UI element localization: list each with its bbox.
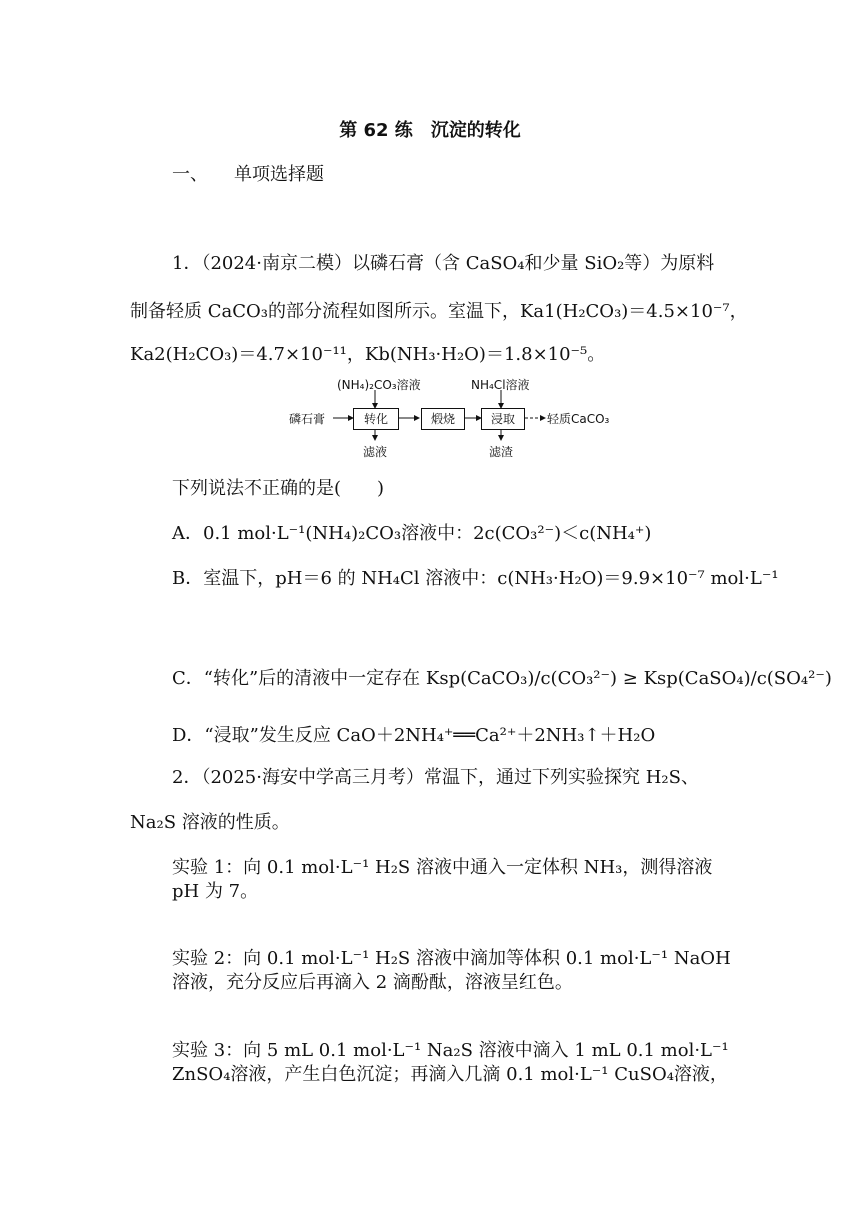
step-box-transform: 转化 xyxy=(353,408,399,430)
q1-option-b: B．室温下，pH＝6 的 NH₄Cl 溶液中：c(NH₃·H₂O)＝9.9×10⁻⁷ mol·L⁻¹ xyxy=(172,568,779,589)
q1-option-c: C．“转化”后的清液中一定存在 Ksp(CaCO₃)/c(CO₃²⁻) ≥ Ksp(CaSO₄)/c(SO₄²⁻) xyxy=(172,668,832,689)
page-title: 第 62 练 沉淀的转化 xyxy=(339,120,521,141)
q1-option-a: A．0.1 mol·L⁻¹(NH₄)₂CO₃溶液中：2c(CO₃²⁻)＜c(NH₄⁺) xyxy=(172,523,652,544)
q1-option-d: D．“浸取”发生反应 CaO＋2NH₄⁺══Ca²⁺＋2NH₃↑＋H₂O xyxy=(172,725,656,746)
section-heading: 一、 单项选择题 xyxy=(172,164,324,185)
product-label: 轻质CaCO₃ xyxy=(547,412,610,426)
q1-line-1: 1．（2024·南京二模）以磷石膏（含 CaSO₄和少量 SiO₂等）为原料 xyxy=(172,253,715,274)
step-box-leach: 浸取 xyxy=(481,408,525,430)
q2-experiment-1: 实验 1：向 0.1 mol·L⁻¹ H₂S 溶液中通入一定体积 NH₃，测得溶液 pH 为 7。 xyxy=(172,857,713,902)
step-box-calcine: 煅烧 xyxy=(421,408,465,430)
q2-experiment-2: 实验 2：向 0.1 mol·L⁻¹ H₂S 溶液中滴加等体积 0.1 mol·L⁻¹ NaOH 溶液，充分反应后再滴入 2 滴酚酞，溶液呈红色。 xyxy=(172,948,731,993)
q1-line-2: 制备轻质 CaCO₃的部分流程如图所示。室温下，Ka1(H₂CO₃)＝4.5×10⁻⁷， xyxy=(130,301,748,322)
reagent-label-2: NH₄Cl溶液 xyxy=(471,378,530,392)
q1-line-3: Ka2(H₂CO₃)＝4.7×10⁻¹¹，Kb(NH₃·H₂O)＝1.8×10⁻⁵。 xyxy=(130,344,606,365)
q2-line-2: Na₂S 溶液的性质。 xyxy=(130,812,290,833)
q2-line-1: 2．（2025·海安中学高三月考）常温下，通过下列实验探究 H₂S、 xyxy=(172,767,699,788)
q1-stem: 下列说法不正确的是( ) xyxy=(172,478,385,499)
filtrate-label: 滤液 xyxy=(363,445,388,459)
process-flow-diagram xyxy=(285,376,615,460)
q2-experiment-3: 实验 3：向 5 mL 0.1 mol·L⁻¹ Na₂S 溶液中滴入 1 mL 0.1 mol·L⁻¹ ZnSO₄溶液，产生白色沉淀；再滴入几滴 0.1 mol·L⁻¹ CuSO₄溶液， xyxy=(172,1040,729,1085)
residue-label: 滤渣 xyxy=(489,445,514,459)
start-label: 磷石膏 xyxy=(289,412,326,426)
reagent-label-1: (NH₄)₂CO₃溶液 xyxy=(337,378,421,392)
